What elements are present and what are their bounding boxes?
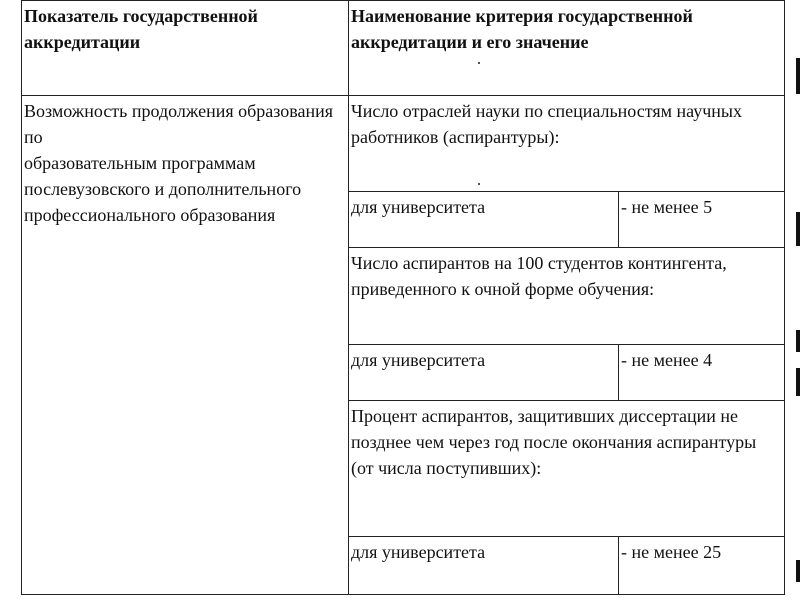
criterion-label-cell: для университета bbox=[349, 345, 619, 401]
margin-mark bbox=[796, 58, 800, 94]
margin-mark bbox=[796, 330, 800, 352]
criterion-title-cell: Число отраслей науки по специальностям научных работников (аспирантуры): bbox=[349, 96, 785, 192]
header-row bbox=[22, 1, 785, 96]
criterion-title-cell: Процент аспирантов, защитивших диссертации не позднее чем через год после окончания аспирантуры (от числа поступивших): bbox=[349, 401, 785, 537]
header-criterion-cell: Наименование критерия государственной аккредитации и его значение bbox=[349, 1, 785, 96]
criterion-value-cell: - не менее 5 bbox=[619, 192, 785, 248]
accreditation-table bbox=[21, 0, 785, 595]
criterion-title-cell: Число аспирантов на 100 студентов контингента, приведенного к очной форме обучения: bbox=[349, 248, 785, 345]
indicator-cell: Возможность продолжения образования по образовательным программам послевузовского и дополнительного профессионального образования bbox=[22, 96, 349, 595]
header-indicator-cell: Показатель государственной аккредитации bbox=[22, 1, 349, 96]
margin-mark bbox=[796, 368, 800, 396]
scan-artifact bbox=[478, 62, 480, 64]
criterion-label-cell: для университета bbox=[349, 537, 619, 595]
criterion-label-cell: для университета bbox=[349, 192, 619, 248]
criterion-value-cell: - не менее 4 bbox=[619, 345, 785, 401]
margin-mark bbox=[796, 212, 800, 246]
table-row bbox=[22, 96, 785, 192]
margin-mark bbox=[796, 560, 800, 582]
criterion-value-cell: - не менее 25 bbox=[619, 537, 785, 595]
scan-artifact bbox=[478, 183, 480, 185]
